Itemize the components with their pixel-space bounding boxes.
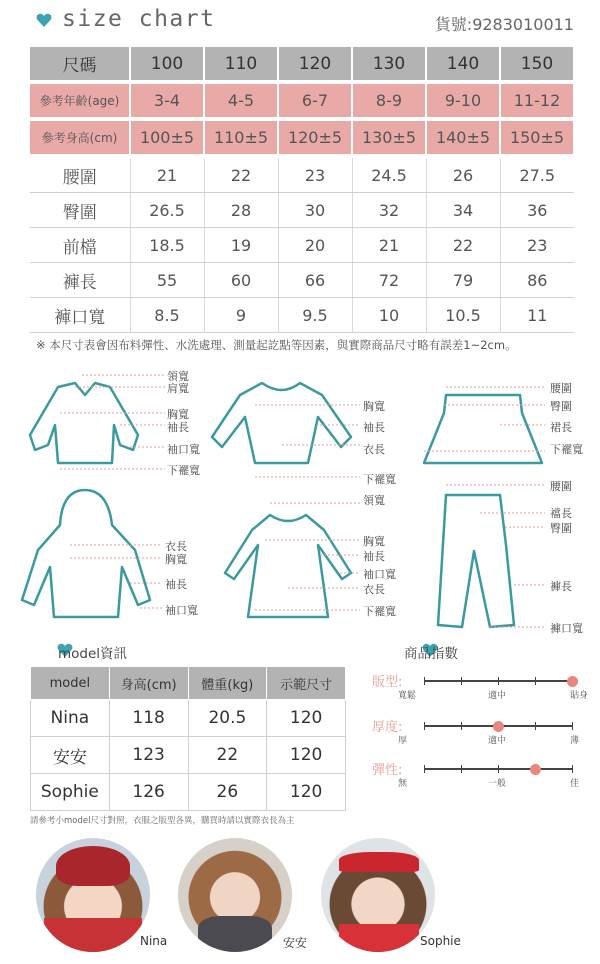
table-cell: 30 [278, 193, 352, 228]
diagram-label: 領寬 [167, 370, 189, 383]
measure-label: 臀圍 [30, 193, 130, 228]
table-row [30, 193, 574, 228]
age-cell: 參考年齡(age) [30, 84, 130, 117]
model-note: 請參考小model尺寸對照，衣服之版型各異，購買時請以實際衣長為主 [30, 816, 295, 826]
diagram-label: 褲長 [550, 580, 572, 593]
index-marker [567, 676, 578, 687]
table-row [30, 228, 574, 263]
table-cell: 22 [426, 228, 500, 263]
height-cell: 140±5 [426, 121, 500, 154]
size-header-cell: 150 [500, 47, 574, 80]
table-row [30, 263, 574, 298]
index-scale-label: 寬鬆 [398, 691, 417, 701]
diagram-label: 下襬寬 [363, 605, 396, 618]
height-cell: 110±5 [204, 121, 278, 154]
height-row [30, 121, 574, 154]
diagram-label: 裙長 [550, 421, 572, 434]
heart-icon [36, 12, 52, 28]
age-cell: 11-12 [500, 84, 574, 117]
index-tick [572, 765, 573, 773]
table-row [31, 774, 346, 811]
table-cell: 22 [204, 158, 278, 193]
model-name: Nina [31, 700, 110, 737]
index-label: 彈性: [372, 763, 403, 778]
diagram-label: 褲口寬 [550, 622, 583, 635]
index-tick [424, 677, 425, 685]
model-photo-caption: 安安 [283, 936, 308, 950]
table-cell: 23 [500, 228, 574, 263]
diagram-label: 衣長 [165, 540, 187, 553]
index-scale-label: 適中 [488, 736, 507, 746]
table-cell: 20.5 [188, 700, 267, 737]
index-tick [461, 722, 462, 730]
diagram-label: 胸寬 [363, 400, 385, 413]
table-cell: 36 [500, 193, 574, 228]
age-cell: 6-7 [278, 84, 352, 117]
height-cell: 參考身高(cm) [30, 121, 130, 154]
age-cell: 3-4 [130, 84, 204, 117]
diagram-label: 袖長 [363, 421, 385, 434]
index-tick [535, 677, 536, 685]
table-row [30, 158, 574, 193]
measure-label: 褲口寬 [30, 298, 130, 333]
diagram-label: 袖長 [165, 578, 187, 591]
dress-outline [225, 515, 351, 617]
diagram-label: 腰圍 [550, 382, 572, 395]
table-cell: 9.5 [278, 298, 352, 333]
page-title: size chart [62, 6, 216, 32]
height-cell: 100±5 [130, 121, 204, 154]
model-header-row [31, 667, 346, 700]
table-row [31, 700, 346, 737]
index-tick [424, 722, 425, 730]
index-scale-label: 佳 [570, 779, 580, 789]
model-header-cell: model [31, 667, 110, 700]
table-cell: 21 [352, 228, 426, 263]
diagram-label: 下襬寬 [363, 473, 396, 486]
index-scale-label: 無 [398, 779, 408, 789]
index-label: 版型: [372, 675, 403, 690]
table-cell: 86 [500, 263, 574, 298]
table-cell: 10.5 [426, 298, 500, 333]
hoodie-outline [22, 490, 150, 617]
table-row [30, 298, 574, 333]
model-photo-nina [36, 838, 150, 952]
diagram-label: 腰圍 [550, 480, 572, 493]
product-index-title: 商品指數 [404, 646, 458, 662]
diagram-label: 下襬寬 [550, 443, 583, 456]
diagram-label: 領寬 [363, 494, 385, 507]
table-cell: 32 [352, 193, 426, 228]
index-scale-label: 貼身 [570, 691, 589, 701]
model-name: 安安 [31, 737, 110, 774]
table-cell: 120 [267, 774, 346, 811]
table-cell: 9 [204, 298, 278, 333]
pants-outline [438, 495, 514, 627]
table-cell: 20 [278, 228, 352, 263]
shirt-outline [30, 383, 138, 463]
measure-label: 褲長 [30, 263, 130, 298]
index-tick [424, 765, 425, 773]
table-cell: 123 [109, 737, 188, 774]
tee-outline [212, 383, 351, 463]
diagram-label: 下襬寬 [167, 464, 200, 477]
diagram-label: 胸寬 [165, 553, 187, 566]
model-header-cell: 體重(kg) [188, 667, 267, 700]
table-cell: 55 [130, 263, 204, 298]
table-cell: 118 [109, 700, 188, 737]
measure-label: 前檔 [30, 228, 130, 263]
height-cell: 150±5 [500, 121, 574, 154]
diagram-label: 袖口寬 [165, 604, 198, 617]
index-label: 厚度: [372, 720, 403, 735]
diagram-label: 衣長 [363, 443, 385, 456]
size-disclaimer: ※ 本尺寸表會因布料彈性、水洗處理、測量起訖點等因素，與實際商品尺寸略有誤差1~2cm。 [36, 338, 517, 352]
index-tick [461, 677, 462, 685]
diagram-label: 肩寬 [167, 382, 189, 395]
model-section-title: model資訊 [58, 646, 128, 662]
size-header-cell: 130 [352, 47, 426, 80]
index-scale-label: 厚 [398, 736, 408, 746]
measurement-diagrams [0, 355, 600, 635]
table-cell: 34 [426, 193, 500, 228]
diagram-label: 胸寬 [167, 408, 189, 421]
diagram-label: 襠長 [550, 507, 572, 520]
table-row [31, 737, 346, 774]
index-marker [530, 764, 541, 775]
table-cell: 28 [204, 193, 278, 228]
size-header-cell: 100 [130, 47, 204, 80]
size-chart-table [30, 47, 575, 333]
table-cell: 10 [352, 298, 426, 333]
table-cell: 66 [278, 263, 352, 298]
size-header-row [30, 47, 574, 80]
table-cell: 60 [204, 263, 278, 298]
age-cell: 8-9 [352, 84, 426, 117]
index-scale-label: 薄 [570, 736, 580, 746]
height-cell: 120±5 [278, 121, 352, 154]
index-scale-label: 一般 [488, 779, 507, 789]
model-header-cell: 示範尺寸 [267, 667, 346, 700]
model-photo-caption: Nina [140, 934, 168, 948]
table-cell: 24.5 [352, 158, 426, 193]
age-cell: 9-10 [426, 84, 500, 117]
diagram-label: 衣長 [363, 583, 385, 596]
table-cell: 27.5 [500, 158, 574, 193]
diagram-label: 胸寬 [363, 535, 385, 548]
table-cell: 126 [109, 774, 188, 811]
index-tick [461, 765, 462, 773]
diagram-label: 臀圍 [550, 400, 572, 413]
model-table [30, 666, 346, 811]
model-photo-sophie [321, 838, 435, 952]
table-cell: 23 [278, 158, 352, 193]
index-tick [498, 765, 499, 773]
size-header-cell: 110 [204, 47, 278, 80]
table-cell: 72 [352, 263, 426, 298]
measure-label: 腰圍 [30, 158, 130, 193]
index-tick [535, 722, 536, 730]
model-photo-caption: Sophie [420, 934, 461, 948]
index-scale-label: 適中 [488, 691, 507, 701]
size-header-cell: 120 [278, 47, 352, 80]
model-name: Sophie [31, 774, 110, 811]
index-marker [493, 721, 504, 732]
table-cell: 19 [204, 228, 278, 263]
table-cell: 26 [188, 774, 267, 811]
table-cell: 8.5 [130, 298, 204, 333]
diagram-label: 袖口寬 [363, 568, 396, 581]
age-cell: 4-5 [204, 84, 278, 117]
index-tick [498, 677, 499, 685]
table-cell: 11 [500, 298, 574, 333]
table-cell: 22 [188, 737, 267, 774]
diagram-label: 臀圍 [550, 522, 572, 535]
table-cell: 26.5 [130, 193, 204, 228]
table-cell: 26 [426, 158, 500, 193]
diagram-label: 袖長 [363, 550, 385, 563]
size-header-cell: 尺碼 [30, 47, 130, 80]
age-row [30, 84, 574, 117]
sku-number: 貨號:9283010011 [434, 15, 574, 34]
table-cell: 120 [267, 737, 346, 774]
table-cell: 79 [426, 263, 500, 298]
height-cell: 130±5 [352, 121, 426, 154]
diagram-label: 袖口寬 [167, 443, 200, 456]
size-header-cell: 140 [426, 47, 500, 80]
index-tick [572, 722, 573, 730]
model-header-cell: 身高(cm) [109, 667, 188, 700]
model-photo-anan [178, 838, 292, 952]
table-cell: 120 [267, 700, 346, 737]
table-cell: 21 [130, 158, 204, 193]
table-cell: 18.5 [130, 228, 204, 263]
diagram-label: 袖長 [167, 421, 189, 434]
